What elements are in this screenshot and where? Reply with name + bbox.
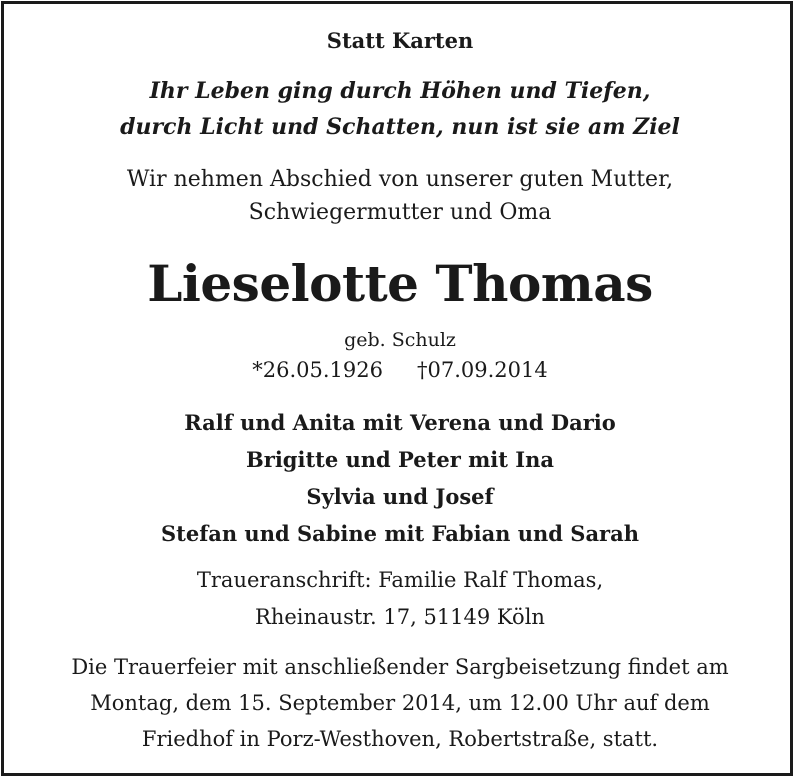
notice-header: Statt Karten [326, 28, 474, 53]
family-line-3: Sylvia und Josef [306, 484, 494, 509]
motto-line-1: Ihr Leben ging durch Höhen und Tiefen, [149, 78, 651, 104]
maiden-name: geb. Schulz [344, 329, 456, 351]
birth-date: *26.05.1926 [252, 358, 383, 382]
address-line-2: Rheinaustr. 17, 51149 Köln [255, 605, 545, 629]
funeral-line-1: Die Trauerfeier mit anschließender Sargbeisetzung findet am [71, 655, 729, 679]
motto-line-2: durch Licht und Schatten, nun ist sie am Ziel [120, 114, 680, 140]
life-dates [0, 358, 800, 382]
address-line-1: Traueranschrift: Familie Ralf Thomas, [196, 568, 604, 592]
intro-line-2: Schwiegermutter und Oma [248, 200, 552, 225]
death-date: †07.09.2014 [417, 358, 548, 382]
intro-line-1: Wir nehmen Abschied von unserer guten Mutter, [126, 167, 674, 192]
family-line-4: Stefan und Sabine mit Fabian und Sarah [160, 521, 640, 546]
funeral-line-3: Friedhof in Porz-Westhoven, Robertstraße, statt. [141, 727, 659, 751]
family-line-2: Brigitte und Peter mit Ina [246, 447, 554, 472]
family-line-1: Ralf und Anita mit Verena und Dario [184, 410, 616, 435]
funeral-line-2: Montag, dem 15. September 2014, um 12.00 Uhr auf dem [90, 691, 710, 715]
deceased-name: Lieselotte Thomas [147, 254, 653, 313]
